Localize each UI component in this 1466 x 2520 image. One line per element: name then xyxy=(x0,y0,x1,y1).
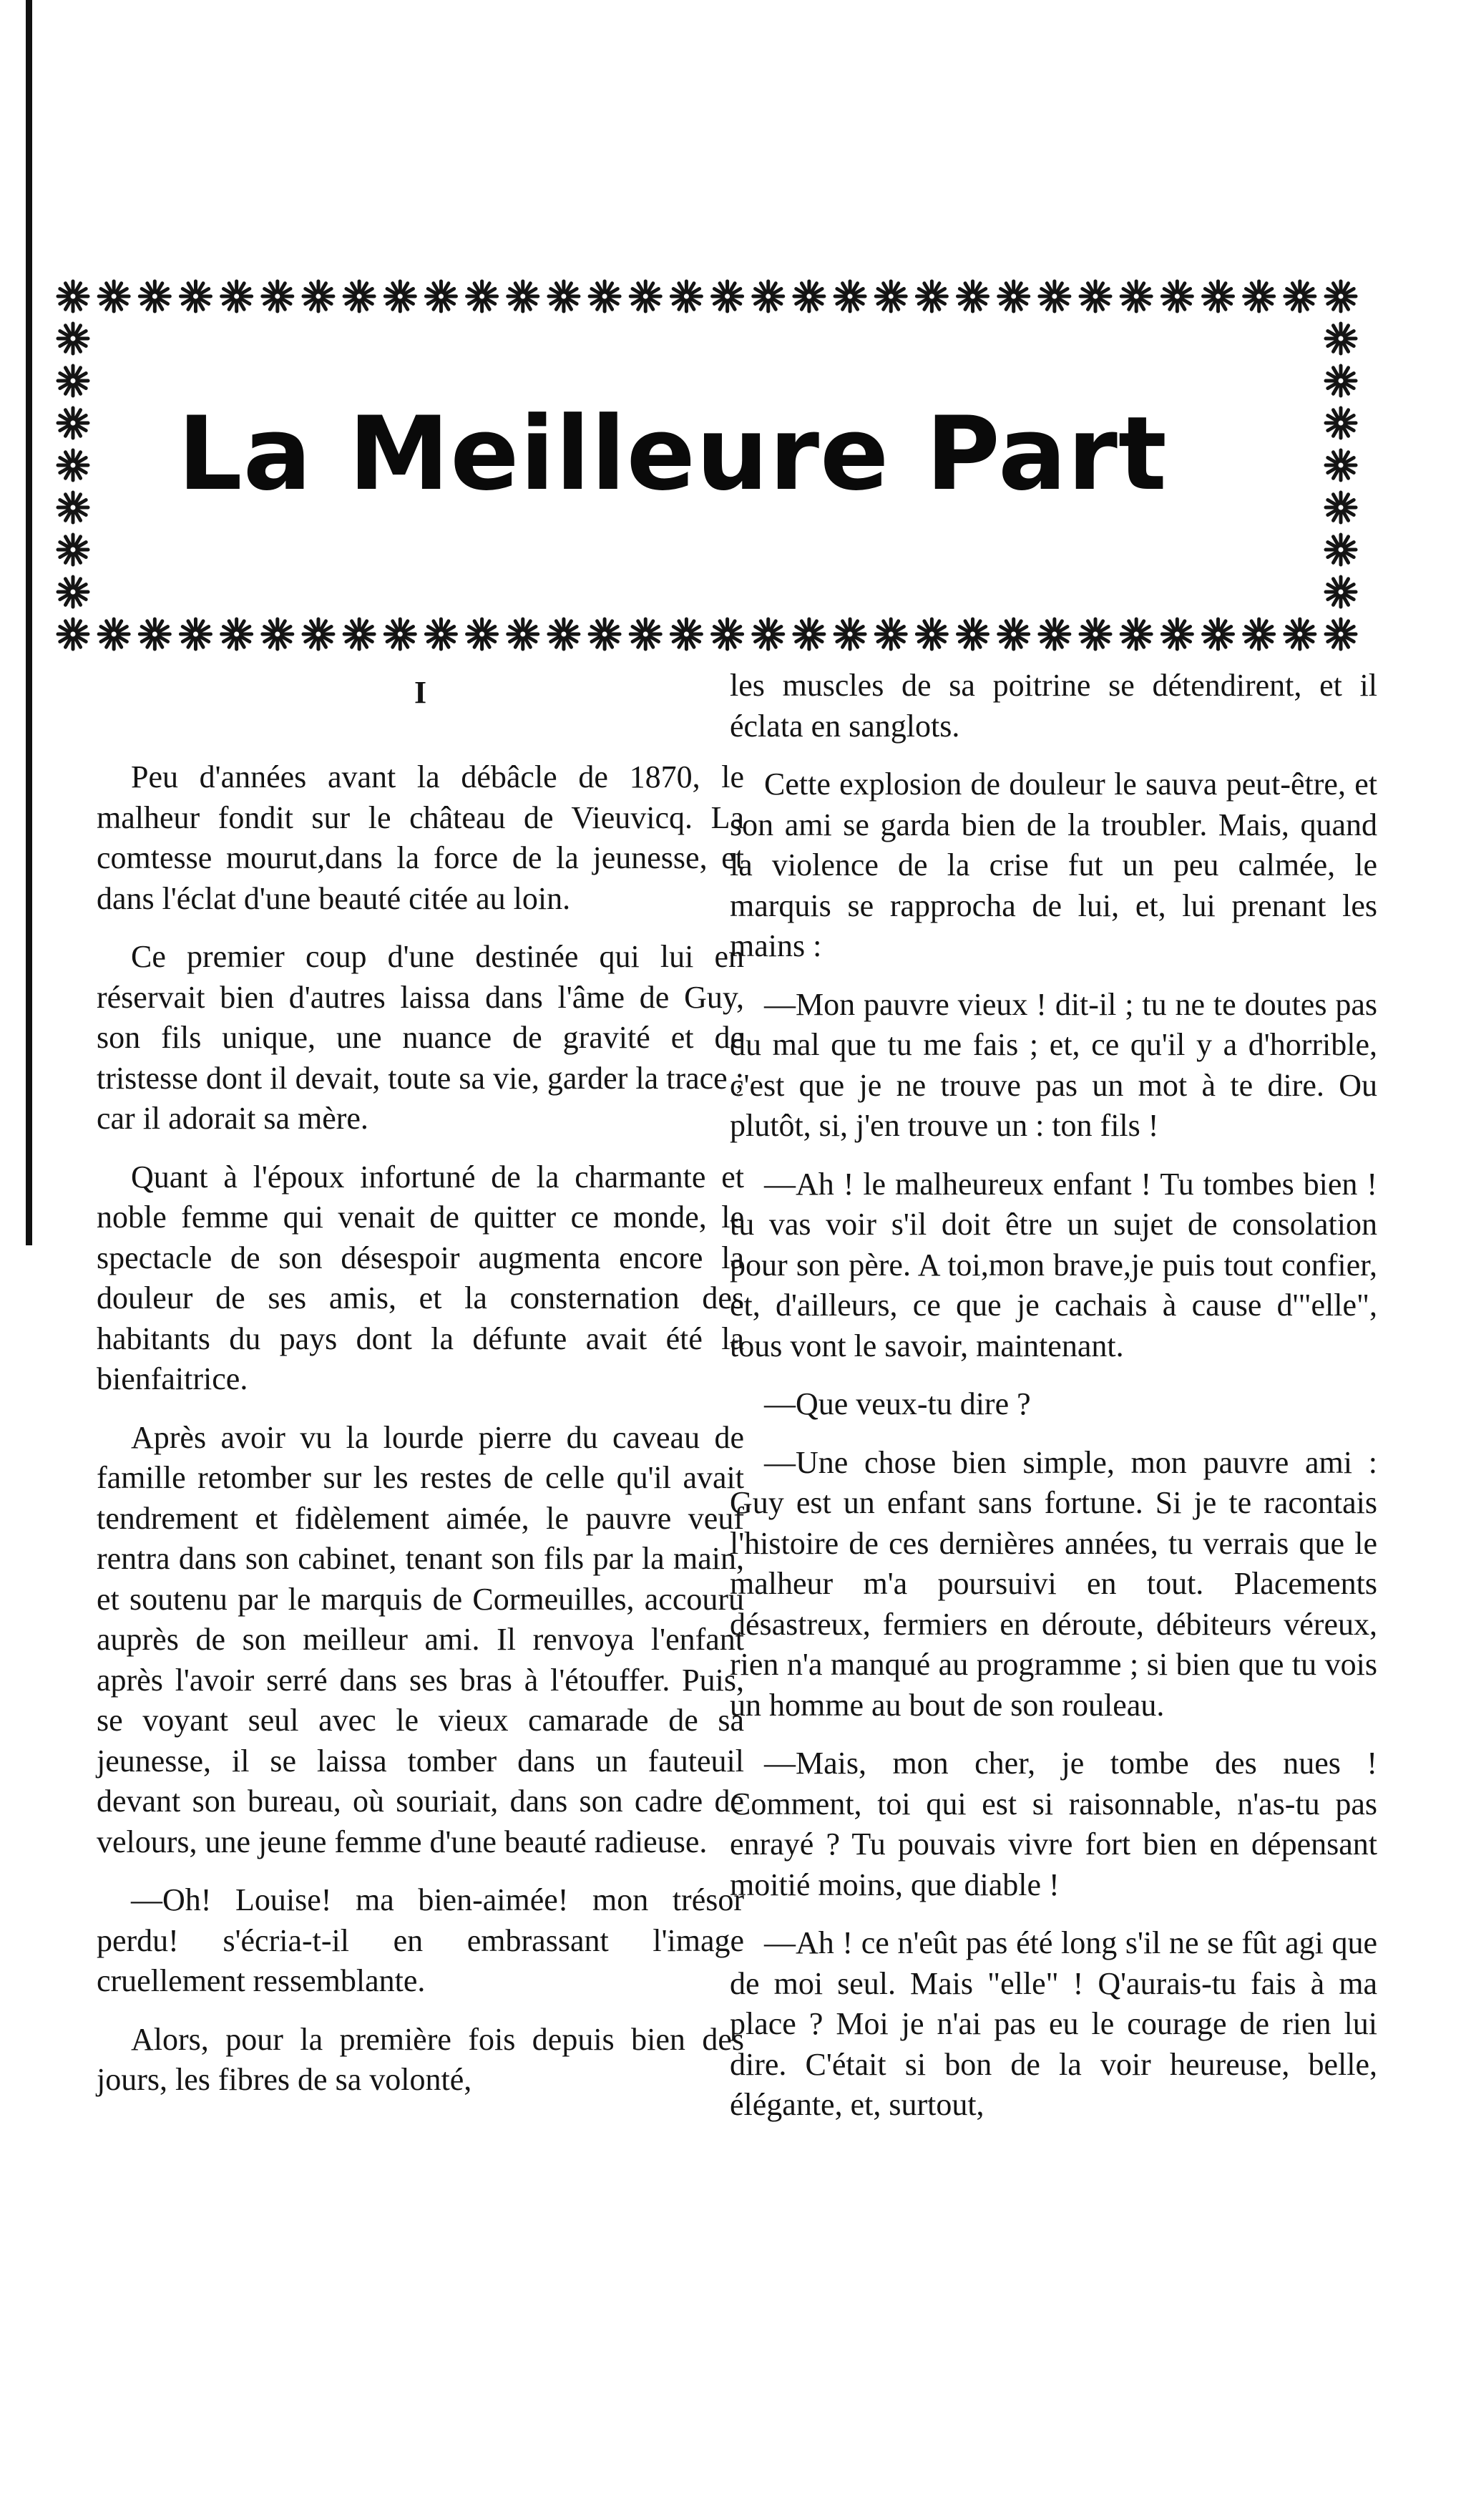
flower-ornament xyxy=(794,281,824,311)
flower-ornament xyxy=(58,535,88,565)
flower-ornament xyxy=(713,281,743,311)
flower-ornament xyxy=(508,281,538,311)
flower-ornament xyxy=(1326,450,1356,480)
paragraph: —Oh! Louise! ma bien-aimée! mon trésor perdu! s'écria-t-il en embrassant l'image cruellement ressemblante. xyxy=(97,1882,744,1998)
flower-ornament xyxy=(1162,281,1192,311)
section-number: I xyxy=(414,675,427,710)
flower-ornament xyxy=(344,281,374,311)
flower-ornament xyxy=(1203,281,1233,311)
flower-ornament xyxy=(835,619,865,649)
flower-ornament xyxy=(58,492,88,522)
flower-ornament xyxy=(1080,619,1110,649)
flower-ornament xyxy=(140,619,170,649)
flower-ornament xyxy=(303,281,333,311)
paragraph: —Une chose bien simple, mon pauvre ami : Guy est un enfant sans fortune. Si je te racontais l'histoire de ces dernières années, tu verrais que le malheur m'a poursuivi en tout. Placements désastreux, fermiers en déroute, débiteurs véreux, rien n'a manqué au programme ; si bien que tu vois un homme au bout de son rouleau. xyxy=(730,1444,1377,1723)
flower-ornament xyxy=(1203,619,1233,649)
flower-ornament xyxy=(426,619,456,649)
flower-ornament xyxy=(1040,619,1070,649)
article-title: La Meilleure Part xyxy=(177,395,1168,513)
paragraph: Après avoir vu la lourde pierre du caveau de famille retomber sur les restes de celle qu'il avait tendrement et fidèlement aimée, le pauvre veuf rentra dans son cabinet, tenant son fils par la main, et soutenu par le marquis de Cormeuilles, accouru auprès de son meilleur ami. Il renvoya l'enfant après l'avoir serré dans ses bras à l'étouffer. Puis, se voyant seul avec le vieux camarade de sa jeunesse, il se laissa tomber dans un fauteuil devant son bureau, où souriait, dans son cadre de velours, une jeune femme d'une beauté radieuse. xyxy=(97,1419,744,1859)
paragraph: Quant à l'époux infortuné de la charmante et noble femme qui venait de quitter ce monde, le spectacle de son désespoir augmenta encore la douleur de ses amis, et la consternation des habitants du pays dont la défunte avait été la bienfaitrice. xyxy=(97,1159,744,1396)
flower-ornament xyxy=(99,619,129,649)
flower-ornament xyxy=(713,619,743,649)
paragraph: Alors, pour la première fois depuis bien des jours, les fibres de sa volonté, xyxy=(97,2021,744,2097)
flower-ornament xyxy=(753,281,783,311)
flower-ornament xyxy=(876,619,906,649)
flower-ornament xyxy=(876,281,906,311)
flower-ornament xyxy=(58,619,88,649)
flower-ornament xyxy=(1121,619,1151,649)
flower-ornament xyxy=(344,619,374,649)
flower-ornament xyxy=(753,619,783,649)
flower-ornament xyxy=(1326,619,1356,649)
flower-ornament xyxy=(1080,281,1110,311)
flower-ornament xyxy=(58,577,88,607)
flower-ornament xyxy=(467,281,497,311)
flower-ornament xyxy=(671,619,701,649)
flower-ornament xyxy=(140,281,170,311)
flower-ornament xyxy=(303,619,333,649)
flower-ornament xyxy=(794,619,824,649)
flower-ornament xyxy=(58,323,88,354)
flower-ornament xyxy=(426,281,456,311)
flower-ornament xyxy=(180,619,210,649)
flower-ornament xyxy=(549,281,579,311)
flower-ornament xyxy=(630,619,660,649)
flower-ornament xyxy=(58,450,88,480)
paragraph: Ce premier coup d'une destinée qui lui en réservait bien d'autres laissa dans l'âme de Guy, son fils unique, une nuance de gravité et de tristesse dont il devait, toute sa vie, garder la trace ; car il adorait sa mère. xyxy=(97,939,744,1136)
flower-ornament xyxy=(263,619,293,649)
flower-ornament xyxy=(180,281,210,311)
flower-ornament xyxy=(508,619,538,649)
left-text-column xyxy=(97,666,744,2118)
flower-ornament xyxy=(1326,366,1356,396)
flower-ornament xyxy=(999,281,1029,311)
flower-ornament xyxy=(385,281,415,311)
flower-ornament xyxy=(958,619,988,649)
flower-ornament xyxy=(385,619,415,649)
flower-ornament xyxy=(549,619,579,649)
paragraph: —Mon pauvre vieux ! dit-il ; tu ne te doutes pas du mal que tu me fais ; et, ce qu'il y a d'horrible, c'est que je ne trouve pas un mot à te dire. Ou plutôt, si, j'en trouve un : ton fils ! xyxy=(730,986,1377,1143)
flower-ornament xyxy=(835,281,865,311)
flower-ornament xyxy=(1244,619,1274,649)
flower-ornament xyxy=(590,281,620,311)
paragraph: —Mais, mon cher, je tombe des nues ! Comment, toi qui est si raisonnable, n'as-tu pas enrayé ? Tu pouvais vivre fort bien en dépensant moitié moins, que diable ! xyxy=(730,1746,1377,1902)
flower-ornament xyxy=(1285,281,1315,311)
flower-ornament xyxy=(222,281,252,311)
flower-ornament xyxy=(263,281,293,311)
flower-ornament xyxy=(222,619,252,649)
flower-ornament xyxy=(590,619,620,649)
flower-ornament xyxy=(58,281,88,311)
flower-ornament xyxy=(1326,577,1356,607)
paragraph: —Ah ! ce n'eût pas été long s'il ne se fût agi que de moi seul. Mais "elle" ! Q'aurais-tu fais à ma place ? Moi je n'ai pas eu le courage de rien lui dire. C'était si bon de la voir heureuse, belle, élégante, et, surtout, xyxy=(730,1925,1377,2122)
flower-ornament xyxy=(1121,281,1151,311)
flower-ornament xyxy=(1244,281,1274,311)
flower-ornament xyxy=(1040,281,1070,311)
paragraph: Peu d'années avant la débâcle de 1870, le malheur fondit sur le château de Vieuvicq. La comtesse mourut,dans la force de la jeunesse, et dans l'éclat d'une beauté citée au loin. xyxy=(97,759,744,916)
flower-ornament xyxy=(1285,619,1315,649)
flower-ornament xyxy=(917,281,947,311)
flower-ornament xyxy=(1326,281,1356,311)
paragraph: —Que veux-tu dire ? xyxy=(764,1386,1031,1421)
flower-ornament xyxy=(630,281,660,311)
flower-ornament xyxy=(1162,619,1192,649)
paragraph: —Ah ! le malheureux enfant ! Tu tombes bien ! tu vas voir s'il doit être un sujet de consolation pour son père. A toi,mon brave,je puis tout confier, et, d'ailleurs, ce que je cachais à cause d'"elle", tous vont le savoir, maintenant. xyxy=(730,1166,1377,1363)
flower-ornament xyxy=(99,281,129,311)
flower-ornament xyxy=(1326,492,1356,522)
paragraph: Cette explosion de douleur le sauva peut-être, et son ami se garda bien de la troubler. Mais, quand la violence de la crise fut un peu calmée, le marquis se rapprocha de lui, et, lui prenant les mains : xyxy=(730,767,1377,963)
flower-ornament xyxy=(58,408,88,438)
flower-ornament xyxy=(1326,323,1356,354)
flower-ornament xyxy=(1326,535,1356,565)
flower-ornament xyxy=(917,619,947,649)
flower-ornament xyxy=(1326,408,1356,438)
flower-ornament xyxy=(671,281,701,311)
right-text-column xyxy=(730,666,1377,2144)
left-margin-rule xyxy=(26,0,32,1245)
flower-ornament xyxy=(58,366,88,396)
flower-ornament xyxy=(467,619,497,649)
flower-ornament xyxy=(999,619,1029,649)
flower-ornament xyxy=(958,281,988,311)
paragraph: les muscles de sa poitrine se détendirent, et il éclata en sanglots. xyxy=(730,668,1377,744)
